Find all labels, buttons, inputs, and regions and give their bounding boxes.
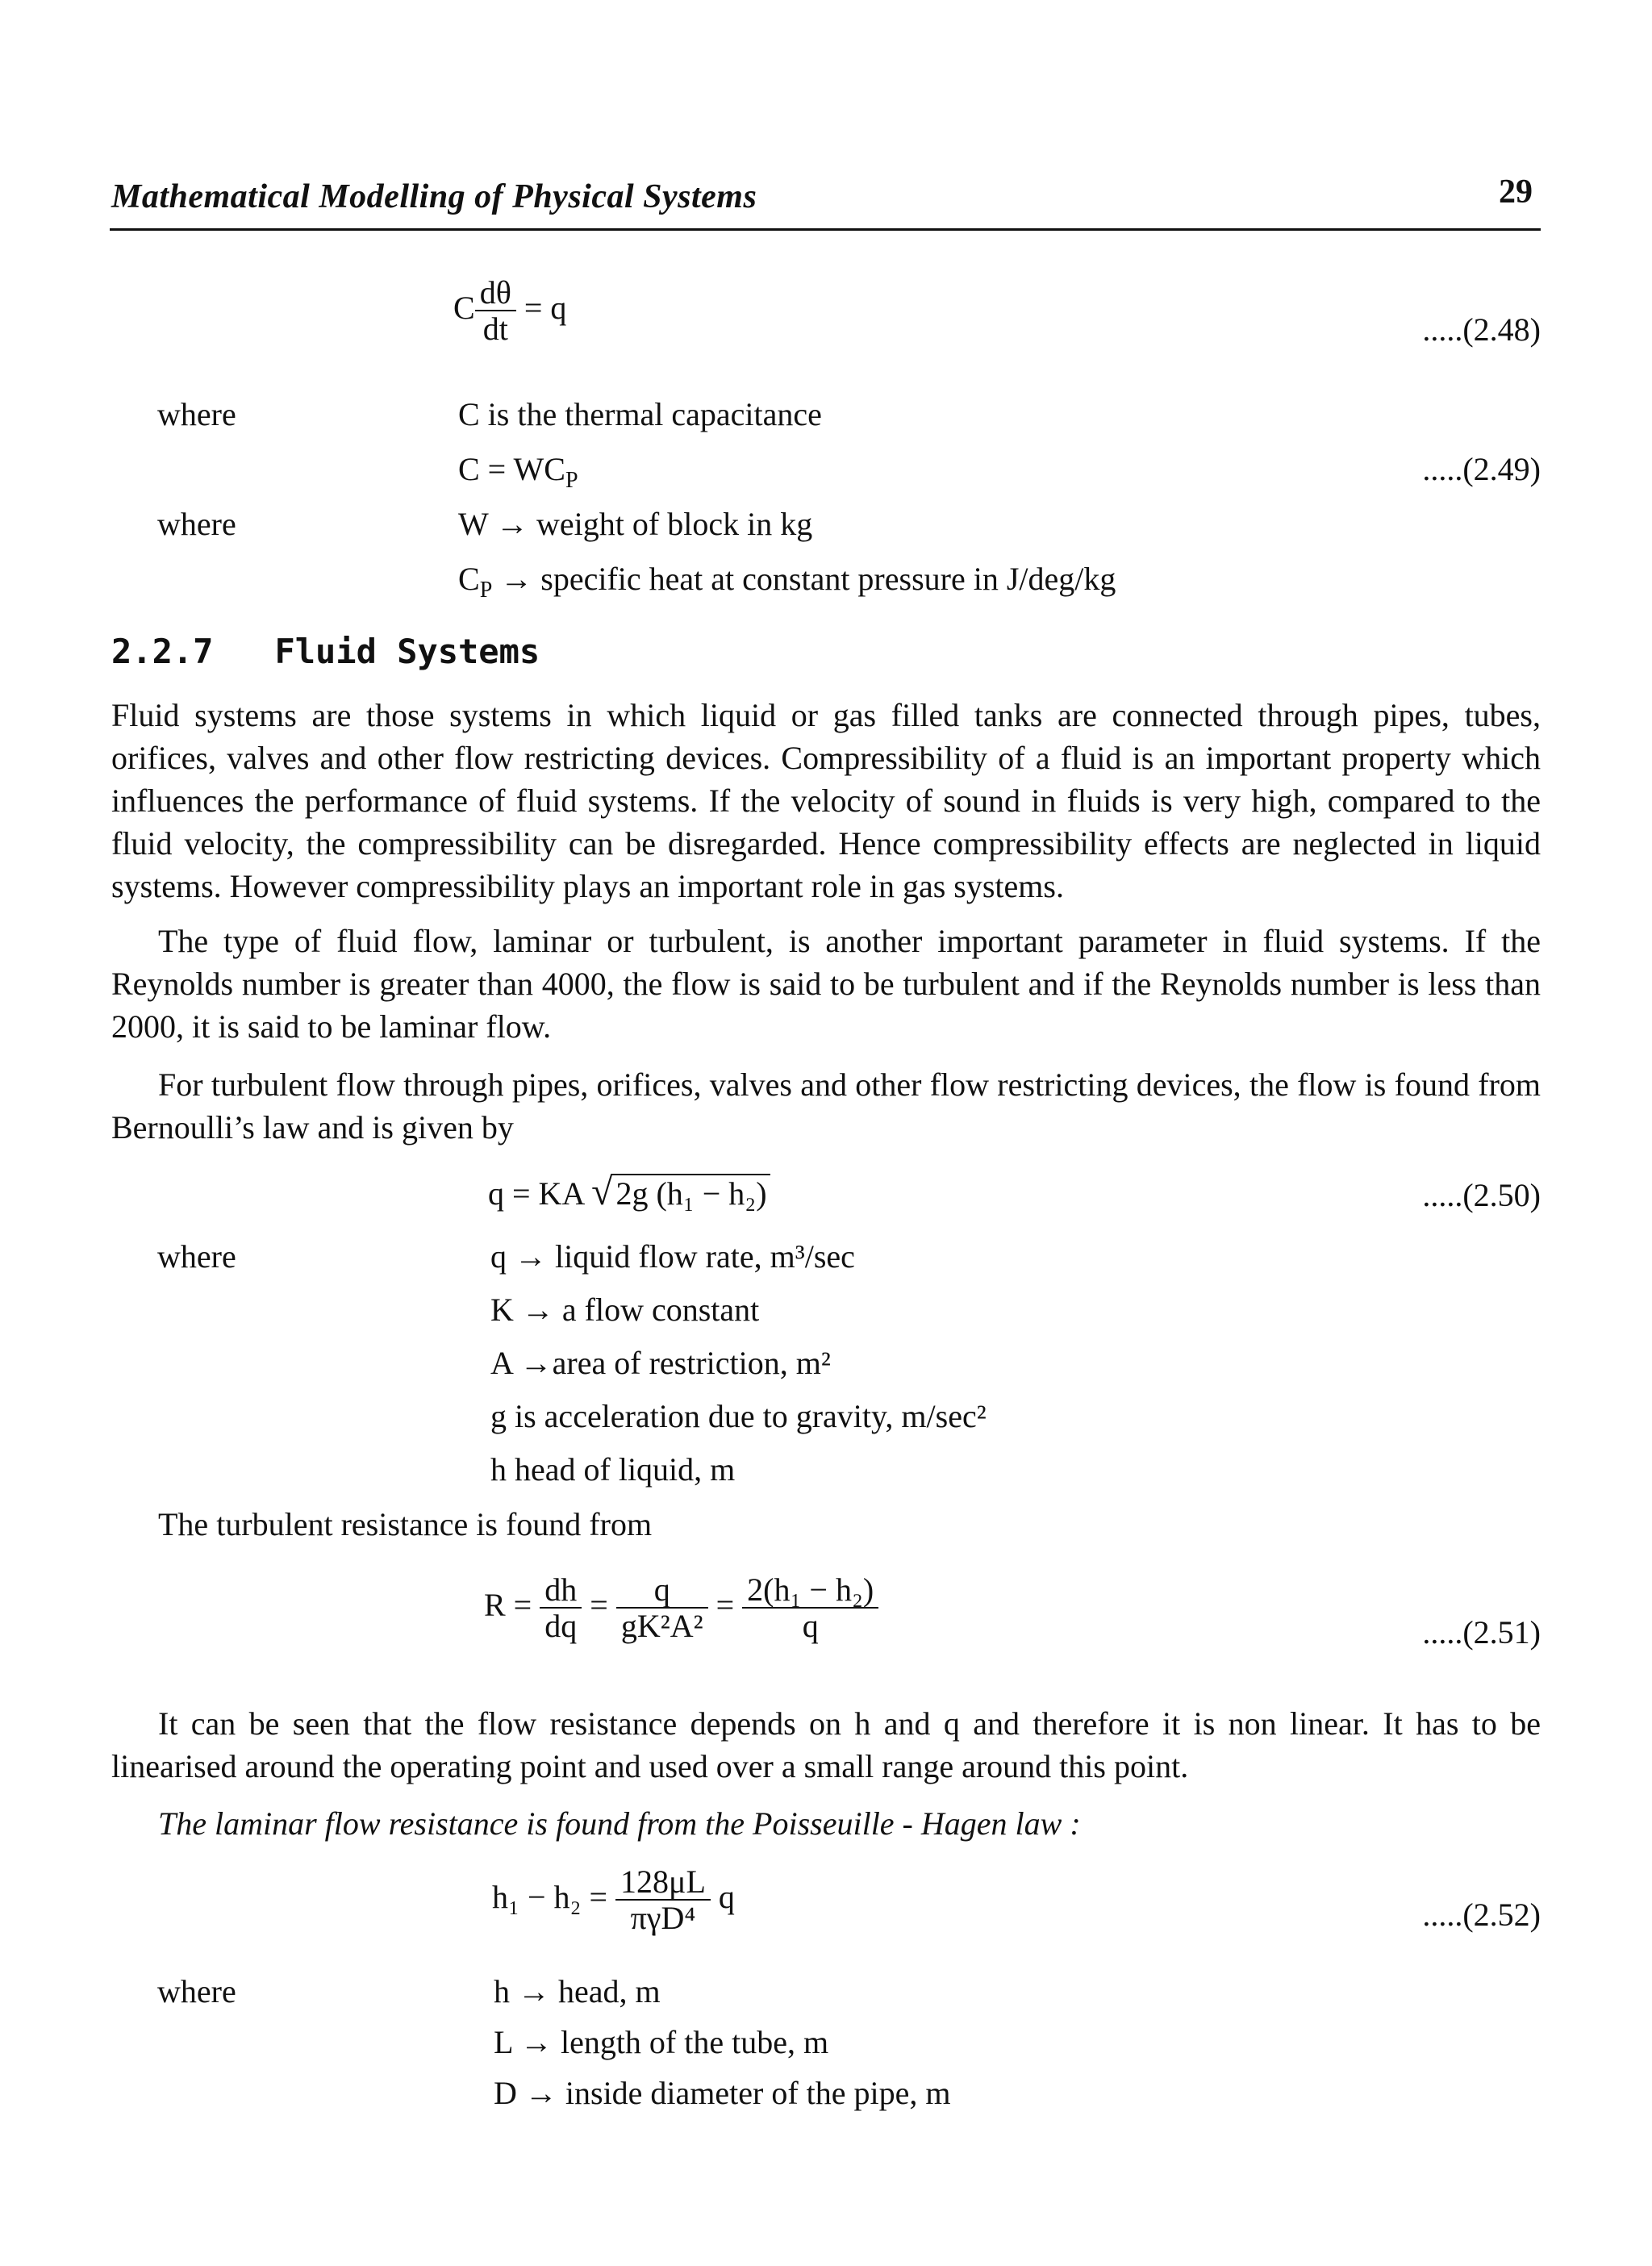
paragraph: The turbulent resistance is found from xyxy=(158,1506,653,1542)
fraction-numerator: 128μL xyxy=(615,1865,711,1901)
fraction-numerator: 2(h₁ − h₂) xyxy=(742,1573,878,1609)
eq-lhs: q = KA xyxy=(488,1175,584,1212)
eq-lhs: C = WC xyxy=(458,451,565,487)
section-heading xyxy=(111,632,540,671)
fraction-denominator: gK²A² xyxy=(620,1608,703,1644)
equation-2-51 xyxy=(484,1573,878,1644)
definition-text: → specific heat at constant pressure in J/deg/kg xyxy=(500,561,1116,597)
fraction xyxy=(475,276,516,347)
definition-g: g is acceleration due to gravity, m/sec² xyxy=(490,1398,987,1434)
fraction xyxy=(615,1865,711,1936)
where-label: where xyxy=(157,396,236,432)
definition-h: h head of liquid, m xyxy=(490,1451,736,1488)
fraction-numerator: dθ xyxy=(475,276,516,311)
fraction-denominator: dq xyxy=(544,1608,578,1644)
equation-number-2-52: .....(2.52) xyxy=(1422,1897,1541,1933)
eq-lhs: h₁ − h₂ = xyxy=(492,1879,608,1916)
paragraph: It can be seen that the flow resistance depends on h and q and therefore it is non linear. It has to be linearised around the operating point and used over a small range around this point. xyxy=(111,1705,1541,1784)
equation-2-48 xyxy=(453,276,566,347)
where-label: where xyxy=(157,506,236,542)
definition-Cp xyxy=(458,560,1116,603)
equation-number-2-49: .....(2.49) xyxy=(1422,451,1541,487)
definition-W: W → weight of block in kg xyxy=(458,506,813,542)
fraction-numerator: q xyxy=(616,1573,708,1609)
subscript: P xyxy=(479,578,493,603)
page-number: 29 xyxy=(1499,173,1533,211)
symbol: C xyxy=(458,561,480,597)
fraction-numerator: dh xyxy=(540,1573,582,1609)
fraction xyxy=(540,1573,582,1644)
fraction-denominator: πγD⁴ xyxy=(630,1900,696,1936)
paragraph: The type of fluid flow, laminar or turbulent, is another important parameter in fluid systems. If the Reynolds number is greater than 4000, the flow is said to be turbulent and if the Reynolds number is less than 2000, it is said to be laminar flow. xyxy=(111,923,1541,1045)
equation-2-49 xyxy=(458,450,578,494)
sqrt-sign: √ xyxy=(591,1171,613,1213)
paragraph: Fluid systems are those systems in which liquid or gas filled tanks are connected through pipes, tubes, orifices, valves and other flow restricting devices. Compressibility of a fluid is an important property which influences the performance of fluid systems. If the velocity of sound in fluids is very high, compared to the fluid velocity, the compressibility can be disregarded. Hence compressibility effects are neglected in liquid systems. However compressibility plays an important role in gas systems. xyxy=(111,697,1541,904)
equals-sign: = xyxy=(715,1587,735,1624)
fraction xyxy=(616,1573,708,1644)
sqrt-radicand: 2g (h₁ − h₂) xyxy=(612,1174,770,1212)
definition-C: C is the thermal capacitance xyxy=(458,396,822,432)
definition-K: K → a flow constant xyxy=(490,1292,760,1328)
fraction-denominator: dt xyxy=(482,311,508,347)
definition-A: A →area of restriction, m² xyxy=(490,1345,831,1381)
equation-number-2-51: .....(2.51) xyxy=(1422,1614,1541,1650)
running-header: Mathematical Modelling of Physical Systems xyxy=(111,178,757,215)
fraction xyxy=(742,1573,878,1644)
equation-number-2-50: .....(2.50) xyxy=(1422,1177,1541,1213)
section-title: Fluid Systems xyxy=(274,632,540,671)
header-rule xyxy=(110,228,1541,231)
equation-2-50 xyxy=(488,1170,770,1214)
eq-lhs: R = xyxy=(484,1587,532,1624)
definition-h: h → head, m xyxy=(494,1973,661,2009)
fraction-denominator: q xyxy=(802,1608,819,1644)
section-number: 2.2.7 xyxy=(111,632,214,671)
paragraph: For turbulent flow through pipes, orifices, valves and other flow restricting devices, the flow is found from Bernoulli’s law and is given by xyxy=(111,1066,1541,1146)
where-label: where xyxy=(157,1238,236,1275)
where-label: where xyxy=(157,1973,236,2009)
eq-symbol: C xyxy=(453,290,475,327)
definition-D: D → inside diameter of the pipe, m xyxy=(494,2075,951,2111)
eq-rhs: = q xyxy=(524,290,567,327)
subscript: P xyxy=(565,468,578,493)
equation-number-2-48: .....(2.48) xyxy=(1422,311,1541,348)
equation-2-52 xyxy=(492,1865,735,1936)
equals-sign: = xyxy=(590,1587,608,1624)
definition-q: q → liquid flow rate, m³/sec xyxy=(490,1238,855,1275)
definition-L: L → length of the tube, m xyxy=(494,2024,829,2060)
paragraph-italic: The laminar flow resistance is found from the Poisseuille - Hagen law : xyxy=(158,1805,1081,1842)
eq-rhs: q xyxy=(718,1879,735,1916)
